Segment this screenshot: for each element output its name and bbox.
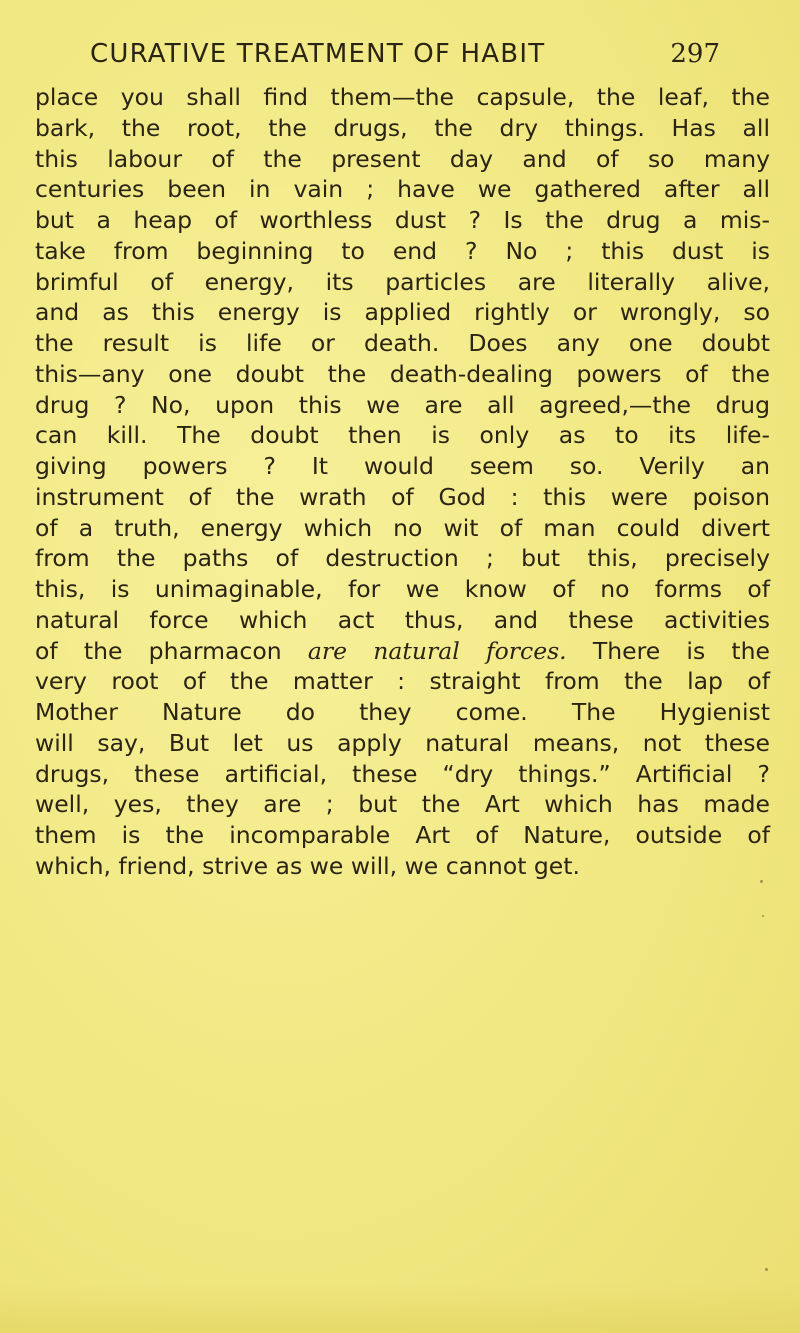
text-line: centuries been in vain ; have we gathered after all bbox=[35, 175, 770, 204]
running-header bbox=[72, 38, 772, 70]
text-line: will say, But let us apply natural means, not these bbox=[35, 728, 770, 757]
text-line-last: which, friend, strive as we will, we cannot get. bbox=[35, 851, 580, 880]
italic-phrase: are natural forces. bbox=[307, 636, 567, 665]
paper-speck bbox=[762, 915, 764, 917]
text-line: them is the incomparable Art of Nature, outside of bbox=[35, 821, 770, 849]
text-line: the result is life or death. Does any one doubt bbox=[35, 329, 770, 357]
text-line: very root of the matter : straight from the lap of bbox=[35, 667, 770, 696]
paper-speck bbox=[760, 880, 763, 883]
text-line: instrument of the wrath of God : this were poison bbox=[35, 482, 770, 511]
page-number: 297 bbox=[670, 39, 720, 69]
text-line: bark, the root, the drugs, the dry things. Has all bbox=[35, 113, 770, 142]
text-line: take from beginning to end ? No ; this dust is bbox=[35, 236, 770, 265]
text-line: drug ? No, upon this we are all agreed,—the drug bbox=[35, 390, 770, 419]
text-line: place you shall find them—the capsule, the leaf, the bbox=[35, 83, 770, 111]
text-line: and as this energy is applied rightly or wrongly, so bbox=[35, 298, 770, 327]
text-line: this—any one doubt the death-dealing powers of the bbox=[35, 359, 770, 388]
text-line: this labour of the present day and of so many bbox=[35, 144, 770, 173]
text-line: well, yes, they are ; but the Art which has made bbox=[35, 790, 770, 819]
page-edge-shadow bbox=[0, 1283, 800, 1333]
text-line: drugs, these artificial, these “dry things.” Artificial ? bbox=[35, 759, 770, 788]
text-segment: of the pharmacon bbox=[35, 636, 308, 665]
text-line: of a truth, energy which no wit of man could divert bbox=[35, 513, 770, 542]
text-line: giving powers ? It would seem so. Verily an bbox=[35, 452, 770, 480]
running-title: CURATIVE TREATMENT OF HABIT bbox=[90, 39, 546, 69]
text-line: from the paths of destruction ; but this, precisely bbox=[35, 544, 770, 573]
text-line: this, is unimaginable, for we know of no forms of bbox=[35, 575, 770, 603]
text-line: can kill. The doubt then is only as to its life- bbox=[35, 421, 770, 450]
text-line: brimful of energy, its particles are literally alive, bbox=[35, 267, 770, 296]
text-line: Mother Nature do they come. The Hygienist bbox=[35, 698, 770, 726]
body-paragraph bbox=[35, 82, 770, 882]
text-line: but a heap of worthless dust ? Is the drug a mis- bbox=[35, 206, 770, 234]
text-line: natural force which act thus, and these activities bbox=[35, 605, 770, 634]
paper-speck bbox=[765, 1268, 768, 1271]
text-line-with-italic bbox=[35, 636, 770, 667]
text-segment: There is the bbox=[566, 636, 770, 665]
